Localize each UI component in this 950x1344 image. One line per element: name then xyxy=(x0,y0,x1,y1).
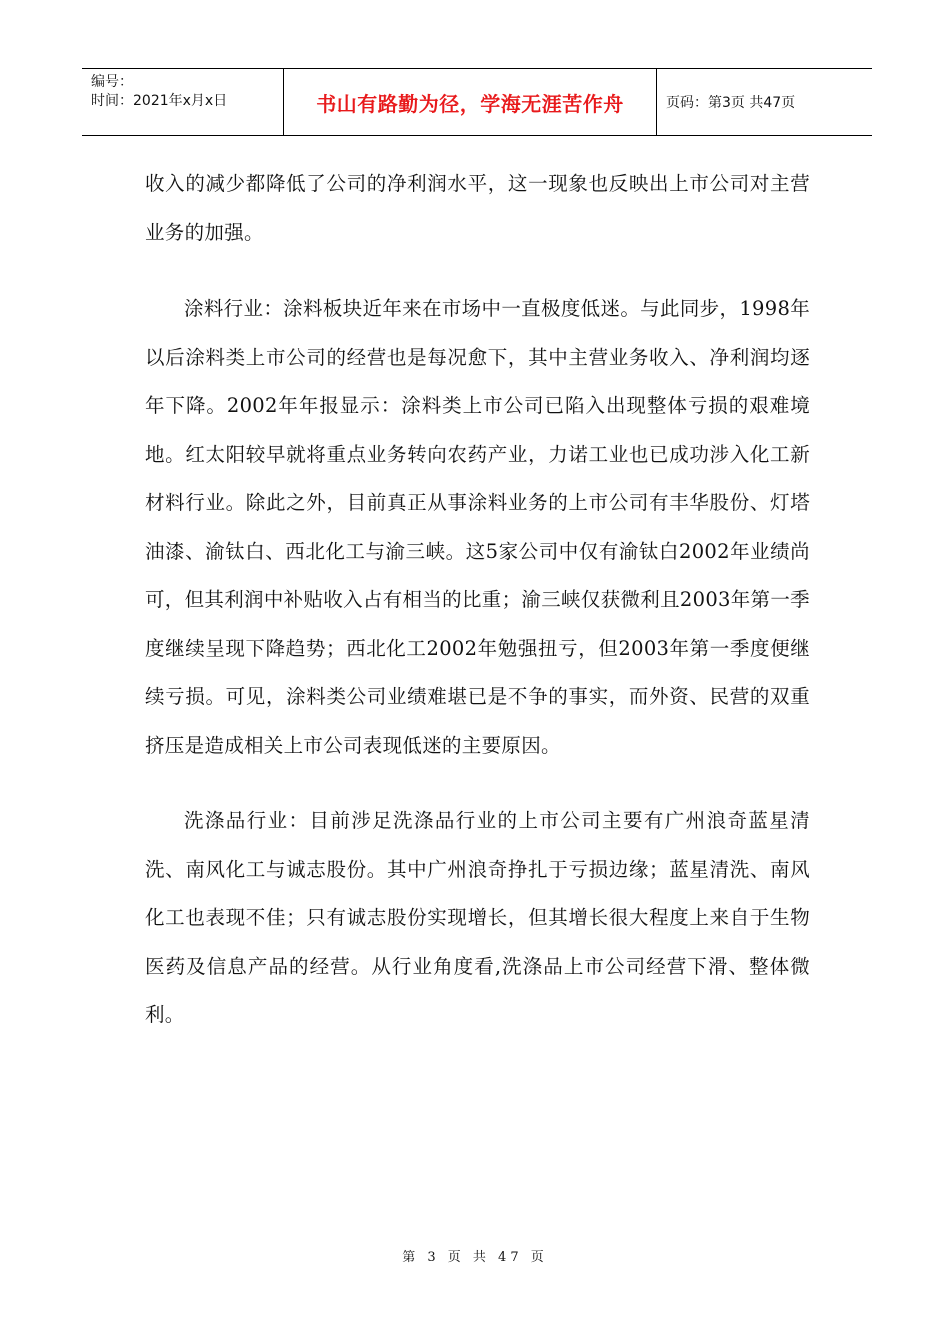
paragraph-coatings-industry: 涂料行业：涂料板块近年来在市场中一直极度低迷。与此同步，1998年以后涂料类上市公司的经营也是每况愈下，其中主营业务收入、净利润均逐年下降。2002年年报显示：涂料类上市公司已陷入出现整体亏损的艰难境地。红太阳较早就将重点业务转向农药产业，力诺工业也已成功涉入化工新材料行业。除此之外，目前真正从事涂料业务的上市公司有丰华股份、灯塔油漆、渝钛白、西北化工与渝三峡。这5家公司中仅有渝钛白2002年业绩尚可，但其利润中补贴收入占有相当的比重；渝三峡仅获微利且2003年第一季度继续呈现下降趋势；西北化工2002年勉强扭亏，但2003年第一季度便继续亏损。可见，涂料类公司业绩难堪已是不争的事实，而外资、民营的双重挤压是造成相关上市公司表现低迷的主要原因。 xyxy=(145,297,810,757)
document-body xyxy=(145,160,810,1040)
paragraph-gap xyxy=(145,257,810,285)
header-meta-cell xyxy=(82,69,284,135)
paragraph-gap xyxy=(145,770,810,797)
time-label: 时间：2021年x月x日 xyxy=(91,93,228,109)
number-label: 编号： xyxy=(91,74,133,90)
page-footer xyxy=(0,1246,950,1265)
paragraph-continuation: 收入的减少都降低了公司的净利润水平，这一现象也反映出上市公司对主营业务的加强。 xyxy=(145,172,810,244)
document-header xyxy=(82,68,872,136)
page-info: 页码：第3页 共47页 xyxy=(666,95,796,111)
paragraph-detergent-industry: 洗涤品行业：目前涉足洗涤品行业的上市公司主要有广州浪奇蓝星清洗、南风化工与诚志股份。其中广州浪奇挣扎于亏损边缘；蓝星清洗、南风化工也表现不佳；只有诚志股份实现增长，但其增长很大程度上来自于生物医药及信息产品的经营。从行业角度看,洗涤品上市公司经营下滑、整体微利。 xyxy=(145,809,810,1026)
header-motto-cell xyxy=(284,69,657,135)
header-page-cell xyxy=(657,69,872,135)
motto-text: 书山有路勤为径，学海无涯苦作舟 xyxy=(316,91,624,116)
footer-page-number: 第 3 页 共 47 页 xyxy=(402,1250,548,1265)
